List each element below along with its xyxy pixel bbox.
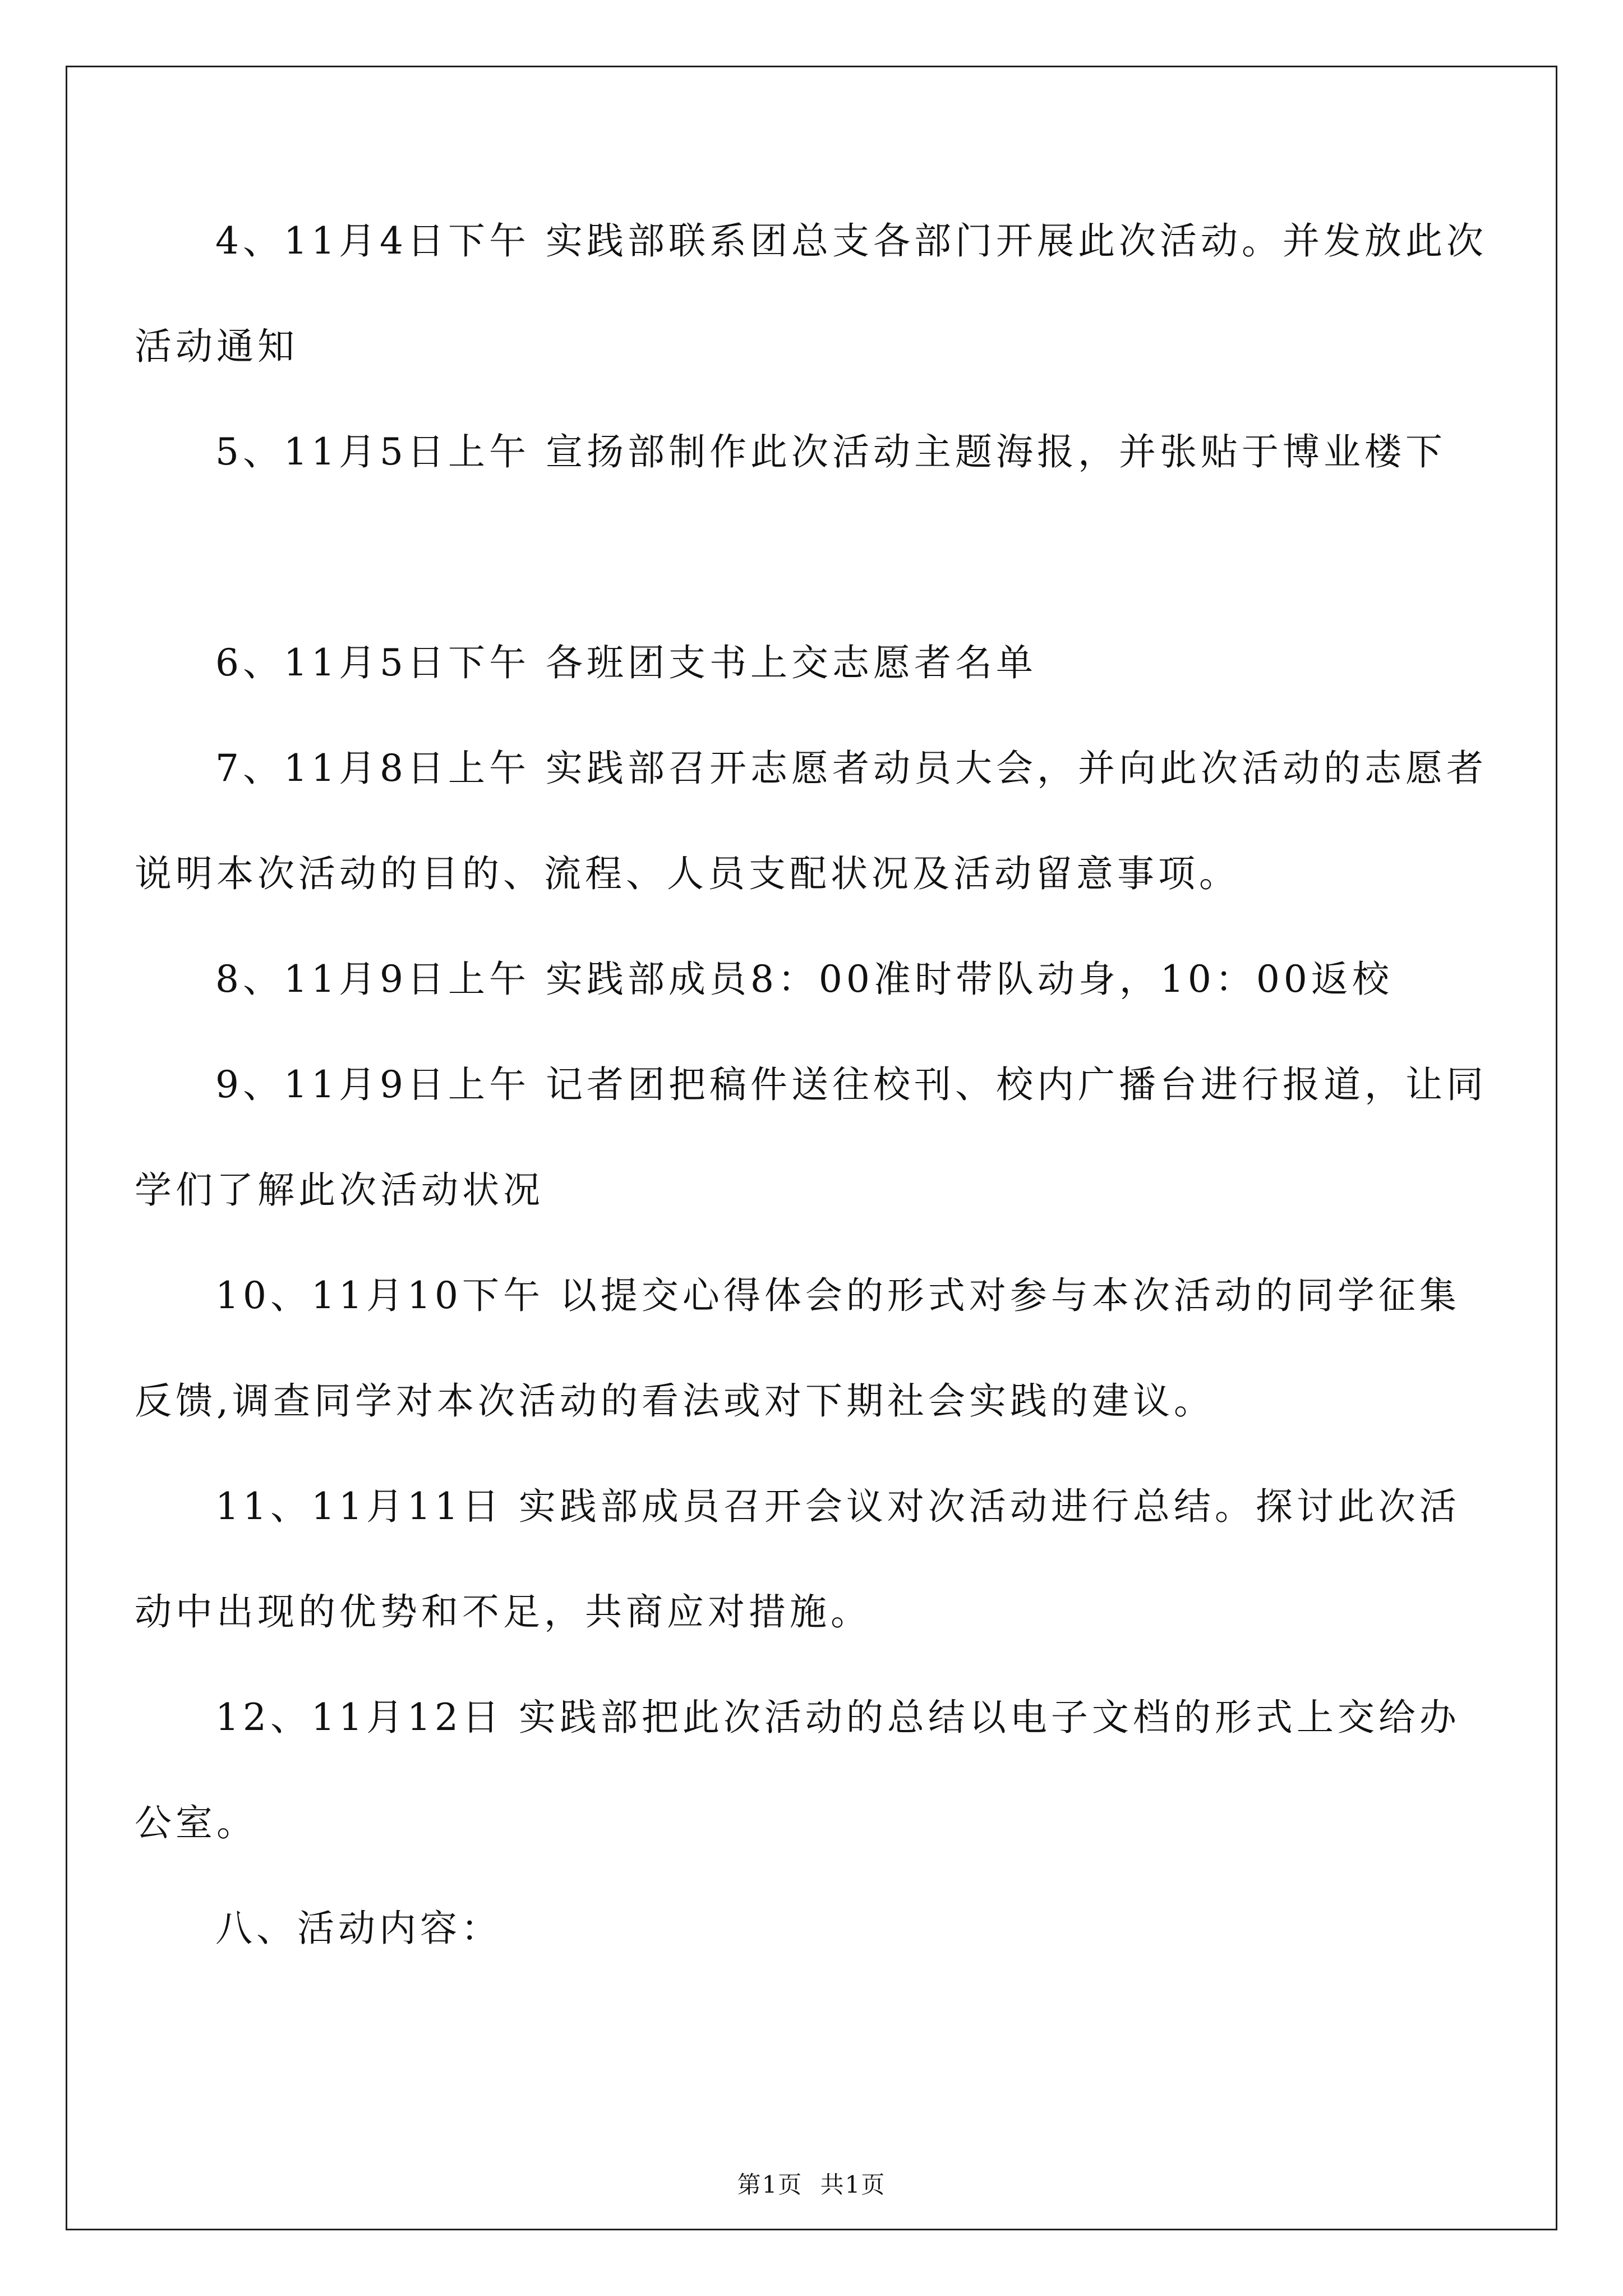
paragraph-item-10: 10、11月10下午 以提交心得体会的形式对参与本次活动的同学征集反馈,调查同学对本次活动的看法或对下期社会实践的建议。 xyxy=(135,1274,1460,1423)
paragraph-item-11: 11、11月11日 实践部成员召开会议对次活动进行总结。探讨此次活动中出现的优势和不足，共商应对措施。 xyxy=(135,1485,1460,1634)
page-number: 第1页 xyxy=(737,2171,803,2198)
page-footer xyxy=(0,2171,1623,2199)
paragraph-item-5: 5、11月5日上午 宣扬部制作此次活动主题海报，并张贴于博业楼下 xyxy=(215,430,1446,473)
paragraph-item-6: 6、11月5日下午 各班团支书上交志愿者名单 xyxy=(215,641,1037,684)
paragraph-item-12: 12、11月12日 实践部把此次活动的总结以电子文档的形式上交给办公室。 xyxy=(135,1696,1460,1844)
paragraph-item-9: 9、11月9日上午 记者团把稿件送往校刊、校内广播台进行报道，让同学们了解此次活动状况 xyxy=(135,1063,1487,1212)
paragraph-item-8: 8、11月9日上午 实践部成员8：00准时带队动身，10：00返校 xyxy=(215,958,1393,1001)
section-heading-activity-content: 八、活动内容： xyxy=(215,1907,502,1950)
paragraph-item-4: 4、11月4日下午 实践部联系团总支各部门开展此次活动。并发放此次活动通知 xyxy=(135,219,1487,368)
paragraph-item-7: 7、11月8日上午 实践部召开志愿者动员大会，并向此次活动的志愿者说明本次活动的目的、流程、人员支配状况及活动留意事项。 xyxy=(135,747,1487,895)
page-total: 共1页 xyxy=(820,2171,886,2198)
